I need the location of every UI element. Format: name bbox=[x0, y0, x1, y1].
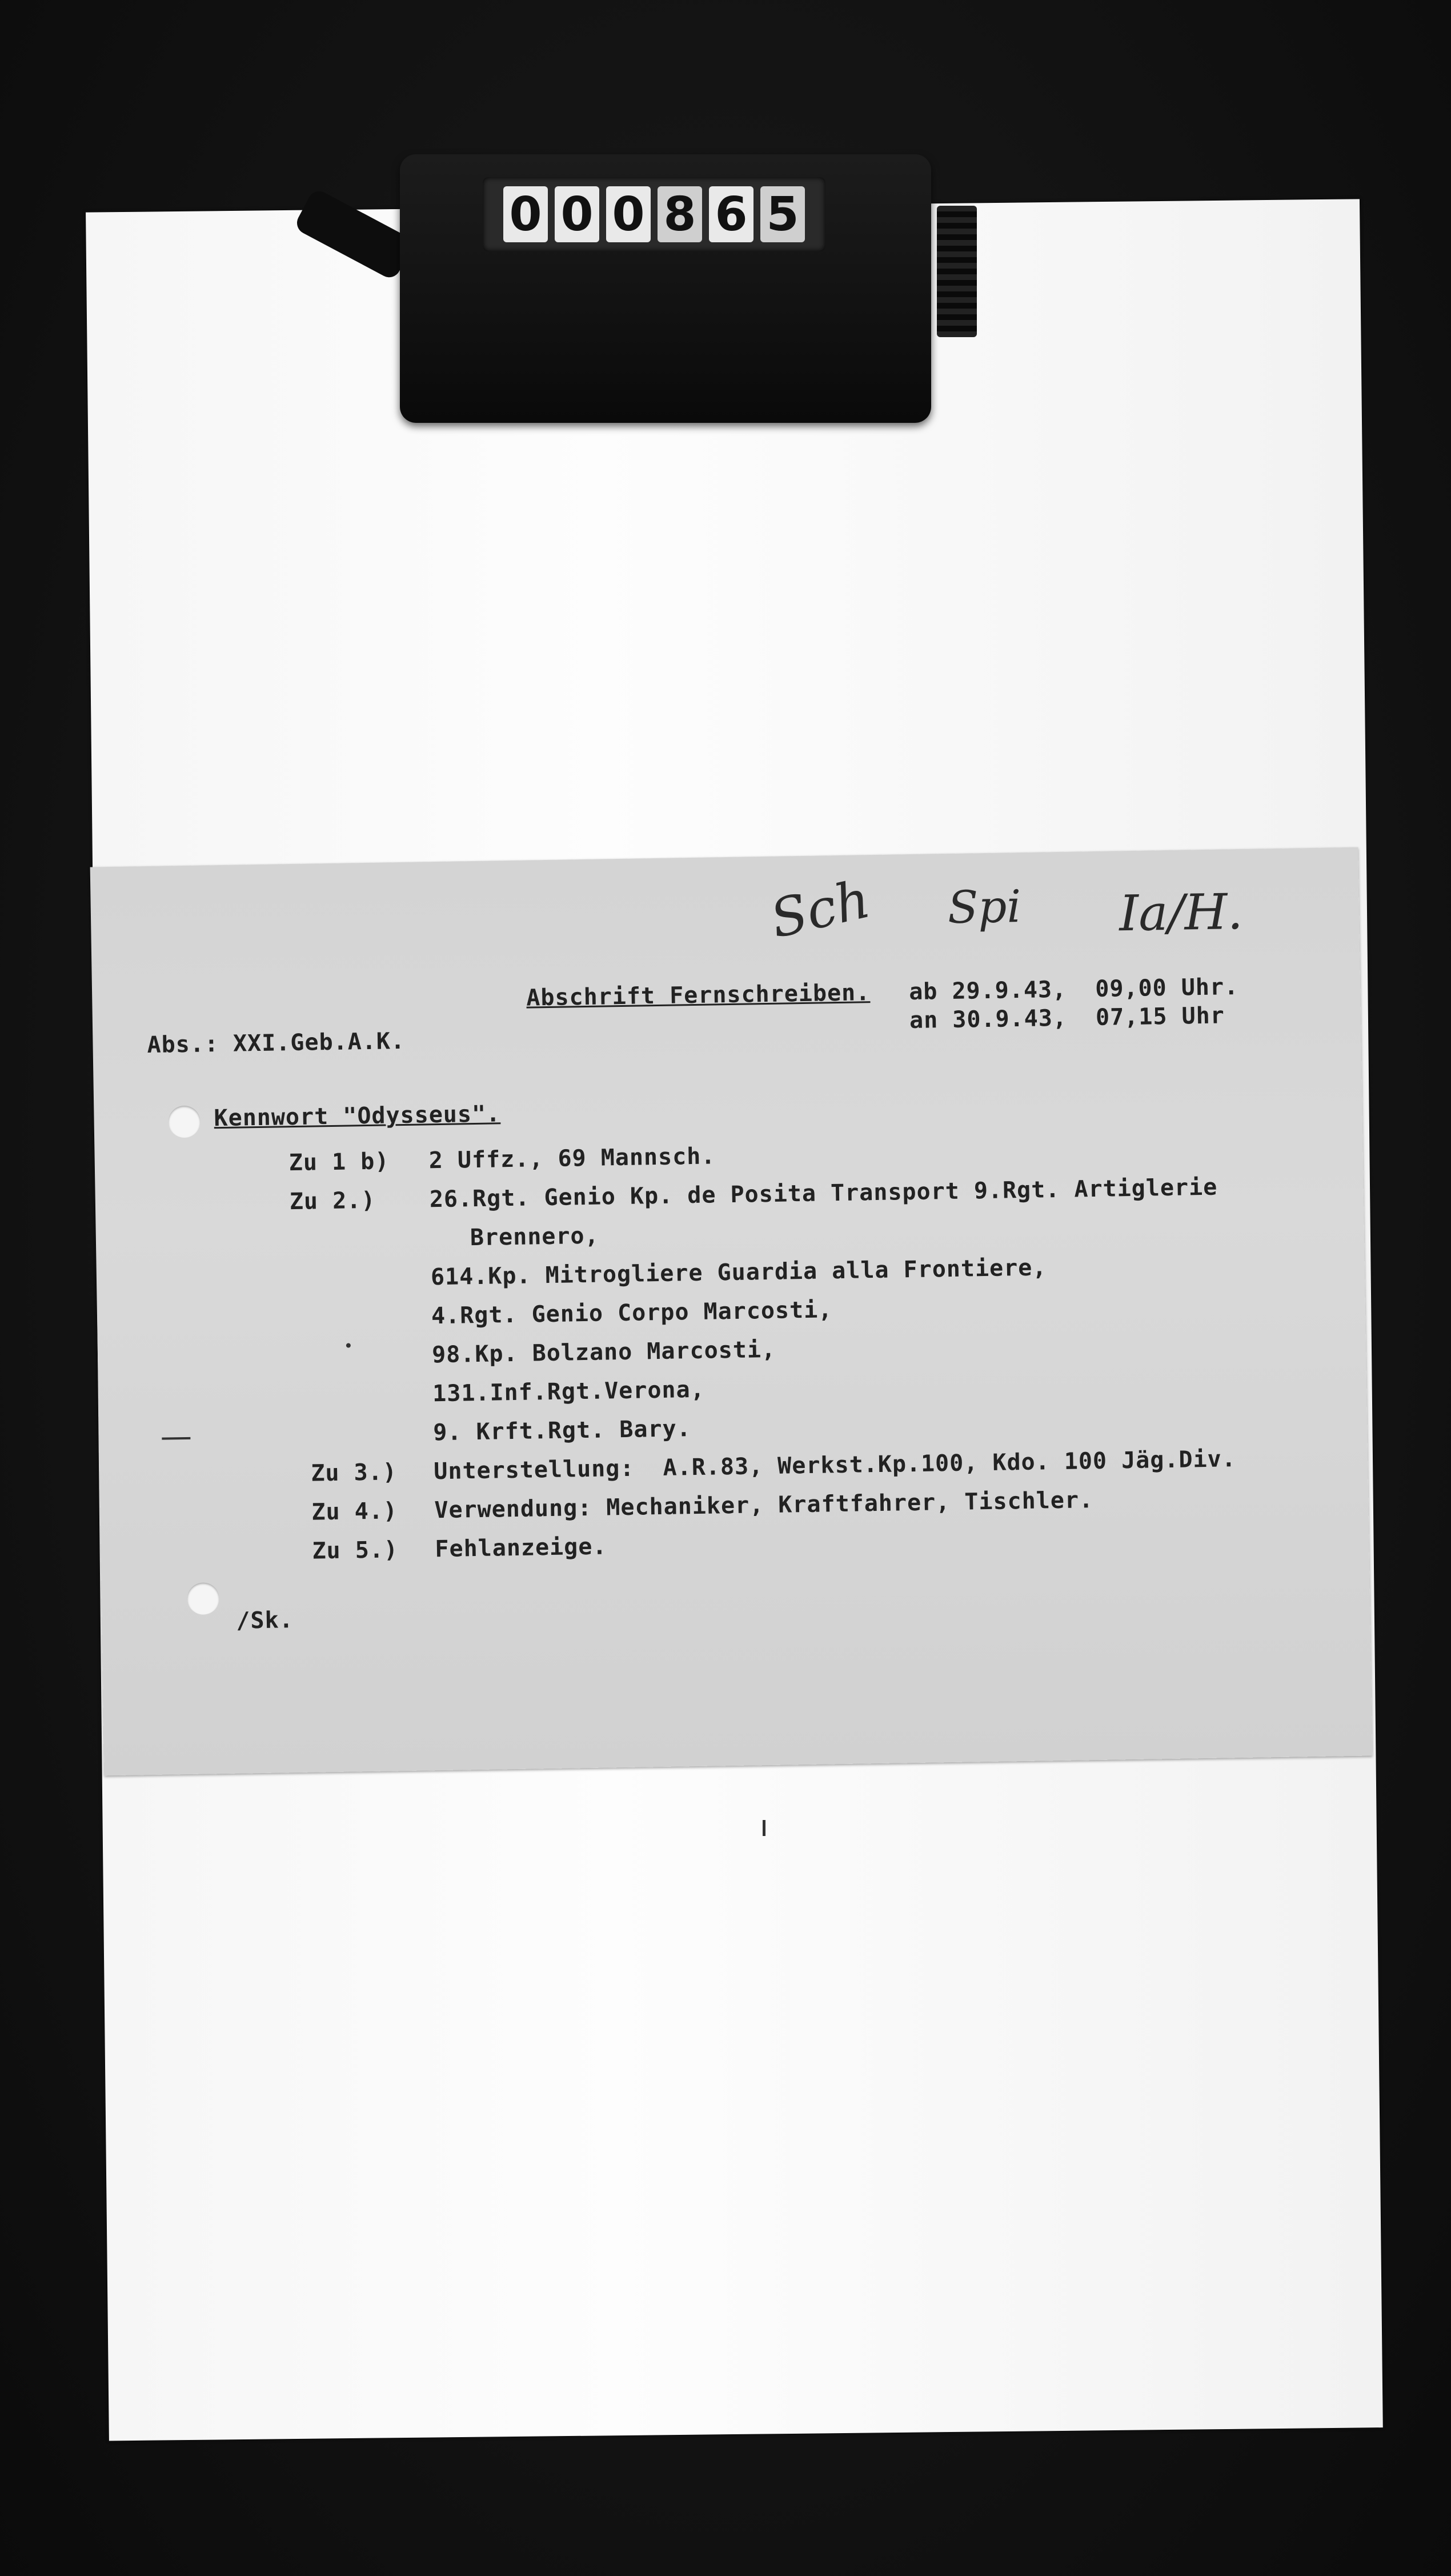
keyword-line: Kennwort "Odysseus". bbox=[214, 1101, 501, 1132]
item-text: 26.Rgt. Genio Kp. de Posita Transport 9.Rgt. Artiglerie bbox=[429, 1174, 1218, 1213]
footer-initials: /Sk. bbox=[236, 1607, 294, 1634]
item-text: Unterstellung: A.R.83, Werkst.Kp.100, Kdo. 100 Jäg.Div. bbox=[433, 1446, 1237, 1485]
punch-hole bbox=[168, 1106, 201, 1138]
sender-line: Abs.: XXI.Geb.A.K. bbox=[147, 1027, 406, 1058]
item-label: Zu 3.) bbox=[311, 1459, 398, 1487]
item-text: 4.Rgt. Genio Corpo Marcosti, bbox=[431, 1297, 833, 1330]
item-text: Verwendung: Mechaniker, Kraftfahrer, Tischler. bbox=[434, 1487, 1094, 1524]
counter-knob bbox=[937, 206, 977, 337]
handwritten-initials: Sch bbox=[765, 868, 876, 950]
counter-digit: 0 bbox=[606, 186, 651, 242]
item-text: 614.Kp. Mitrogliere Guardia alla Frontiere, bbox=[430, 1254, 1047, 1291]
counter-digit: 6 bbox=[709, 186, 753, 242]
handwritten-initials: Spi bbox=[947, 881, 1021, 934]
item-label: Zu 2.) bbox=[289, 1187, 376, 1215]
document-title: Abschrift Fernschreiben. bbox=[526, 979, 871, 1011]
item-text: Brennero, bbox=[470, 1222, 600, 1251]
handwritten-filing-mark: Ia/H. bbox=[1119, 883, 1244, 943]
counter-digit: 5 bbox=[760, 186, 805, 242]
received-timestamp: an 30.9.43, 07,15 Uhr bbox=[909, 1002, 1225, 1034]
item-text: 131.Inf.Rgt.Verona, bbox=[432, 1376, 706, 1407]
counter-digit: 0 bbox=[503, 186, 548, 242]
item-text: 98.Kp. Bolzano Marcosti, bbox=[431, 1336, 776, 1369]
telex-copy bbox=[90, 847, 1373, 1776]
margin-mark bbox=[162, 1437, 190, 1440]
counter-window bbox=[483, 177, 825, 251]
counter-digit: 8 bbox=[658, 186, 702, 242]
item-text: 2 Uffz., 69 Mannsch. bbox=[428, 1143, 716, 1174]
item-text: 9. Krft.Rgt. Bary. bbox=[432, 1415, 692, 1446]
backing-mark bbox=[763, 1820, 765, 1836]
item-label: Zu 5.) bbox=[312, 1537, 399, 1565]
punch-hole bbox=[187, 1582, 219, 1615]
item-text: Fehlanzeige. bbox=[435, 1533, 607, 1563]
sent-timestamp: ab 29.9.43, 09,00 Uhr. bbox=[908, 973, 1239, 1006]
item-label: Zu 1 b) bbox=[288, 1148, 390, 1177]
counter-digit: 0 bbox=[555, 186, 599, 242]
item-label: Zu 4.) bbox=[311, 1498, 398, 1526]
margin-dot bbox=[346, 1343, 351, 1347]
